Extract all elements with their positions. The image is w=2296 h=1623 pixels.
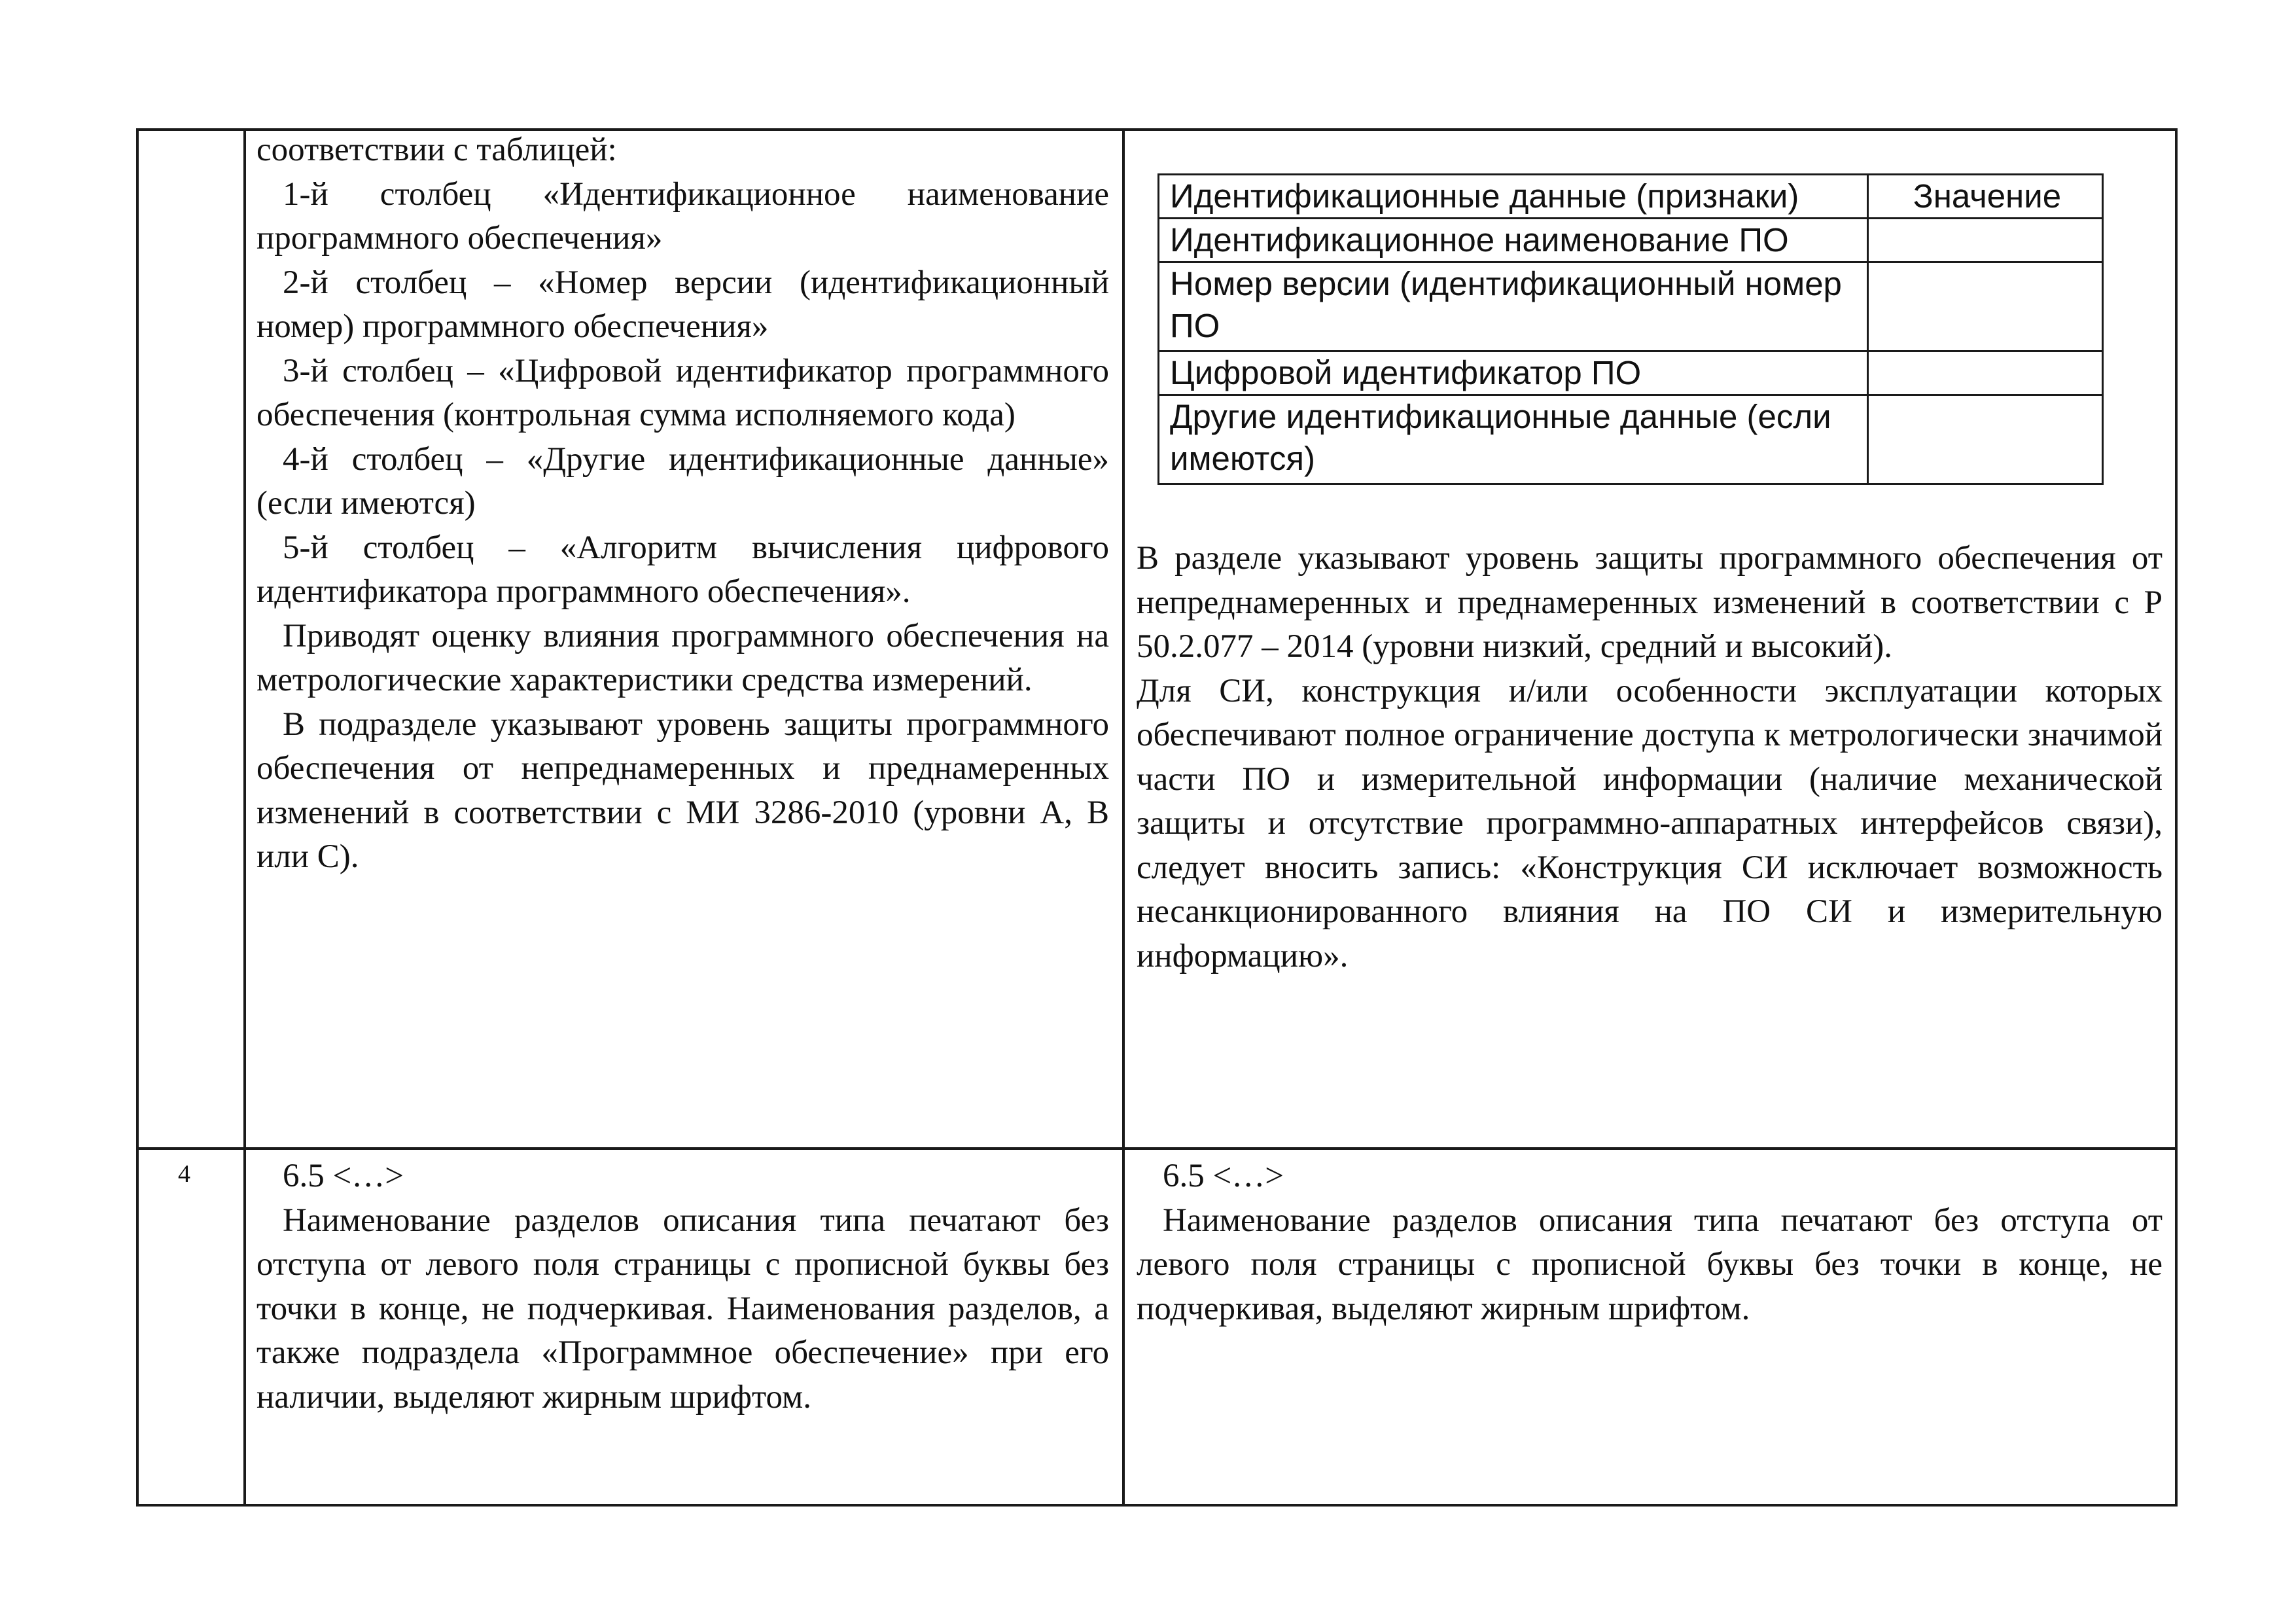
table-cell-value — [1868, 351, 2103, 395]
row-divider — [136, 1147, 2178, 1150]
table-cell: Цифровой идентификатор ПО — [1159, 351, 1868, 395]
table-header-cell: Идентификационные данные (признаки) — [1159, 175, 1868, 219]
bottom-right-cell — [1137, 1154, 2163, 1331]
right-paragraph-construction: Для СИ, конструкция и/или особенности эксплуатации которых обеспечивают полное ограничение доступа к метрологически значимой части ПО и измерительной информации (наличие механической защиты и отсутствие программно-аппаратных интерфейсов связи), следует вносить запись: «Конструкция СИ исключает возможность несанкционированного влияния на ПО СИ и измерительную информацию». — [1137, 672, 2163, 974]
table-header-cell: Значение — [1868, 175, 2103, 219]
left-paragraph-column3: 3-й столбец – «Цифровой идентификатор программного обеспечения (контрольная сумма исполняемого кода) — [256, 352, 1109, 433]
table-row — [1159, 219, 2103, 262]
left-paragraph-column2: 2-й столбец – «Номер версии (идентификационный номер) программного обеспечения» — [256, 264, 1109, 345]
table-cell: Идентификационное наименование ПО — [1159, 219, 1868, 262]
row-number: 4 — [178, 1160, 190, 1188]
bottom-left-paragraph: Наименование разделов описания типа печатают без отступа от левого поля страницы с прописной буквы без точки в конце, не подчеркивая. Наименования разделов, а также подраздела «Программное обеспечение» при его наличии, выделяют жирным шрифтом. — [256, 1202, 1109, 1416]
table-cell-value — [1868, 262, 2103, 351]
left-paragraph-column5: 5-й столбец – «Алгоритм вычисления цифрового идентификатора программного обеспечения». — [256, 529, 1109, 610]
column-divider-number — [243, 128, 246, 1507]
clause-number: 6.5 <…> — [283, 1158, 404, 1194]
clause-number: 6.5 <…> — [1163, 1158, 1284, 1194]
left-paragraph-column1: 1-й столбец «Идентификационное наименование программного обеспечения» — [256, 175, 1109, 257]
table-cell-value — [1868, 219, 2103, 262]
column-divider-middle — [1122, 128, 1125, 1507]
top-right-cell-text — [1137, 537, 2163, 978]
table-row — [1159, 395, 2103, 484]
left-paragraph-column4: 4-й столбец – «Другие идентификационные данные» (если имеются) — [256, 440, 1109, 522]
identification-table — [1157, 173, 2104, 485]
table-cell: Другие идентификационные данные (если имеются) — [1159, 395, 1868, 484]
right-paragraph-protection: В разделе указывают уровень защиты программного обеспечения от непреднамеренных и преднамеренных изменений в соответствии с Р 50.2.077 – 2014 (уровни низкий, средний и высокий). — [1137, 540, 2163, 665]
table-cell-value — [1868, 395, 2103, 484]
top-left-cell — [256, 128, 1109, 880]
left-paragraph-protection: В подразделе указывают уровень защиты программного обеспечения от непреднамеренных и преднамеренных изменений в соответствии с МИ 3286-2010 (уровни А, В или С). — [256, 705, 1109, 875]
table-cell: Номер версии (идентификационный номер ПО — [1159, 262, 1868, 351]
table-row — [1159, 262, 2103, 351]
table-header-row — [1159, 175, 2103, 219]
left-text-line: соответствии с таблицей: — [256, 132, 617, 168]
table-row — [1159, 351, 2103, 395]
left-paragraph-influence: Приводят оценку влияния программного обеспечения на метрологические характеристики средства измерений. — [256, 617, 1109, 698]
bottom-left-cell — [256, 1154, 1109, 1419]
bottom-right-paragraph: Наименование разделов описания типа печатают без отступа от левого поля страницы с прописной буквы без точки в конце, не подчеркивая, выделяют жирным шрифтом. — [1137, 1202, 2163, 1327]
